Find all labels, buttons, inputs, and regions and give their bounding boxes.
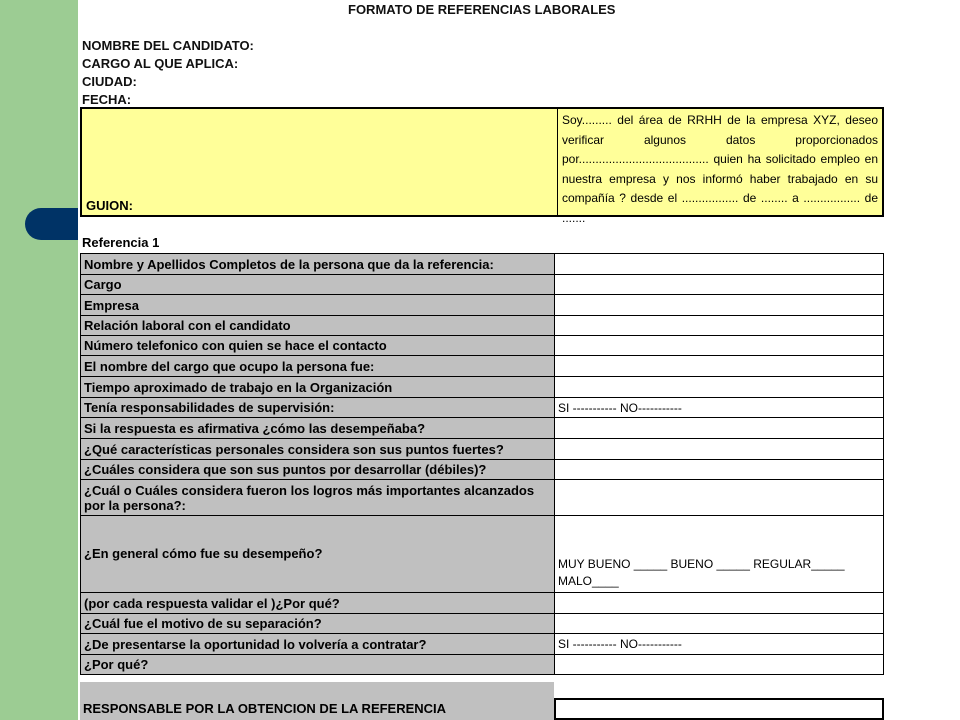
responsible-field[interactable]: [554, 698, 884, 720]
table-row: [81, 439, 884, 460]
question-cell: Empresa: [81, 295, 555, 316]
answer-cell[interactable]: [555, 275, 884, 295]
question-cell: Cargo: [81, 275, 555, 295]
form-title: FORMATO DE REFERENCIAS LABORALES: [348, 2, 616, 17]
answer-cell[interactable]: [555, 295, 884, 316]
answer-cell[interactable]: [555, 593, 884, 614]
table-row: [81, 254, 884, 275]
answer-cell[interactable]: [555, 356, 884, 377]
answer-cell[interactable]: [555, 655, 884, 675]
applied-position-label: CARGO AL QUE APLICA:: [82, 56, 239, 71]
city-label: CIUDAD:: [82, 74, 137, 89]
answer-cell[interactable]: [555, 254, 884, 275]
answer-cell[interactable]: [555, 439, 884, 460]
answer-cell[interactable]: [555, 460, 884, 480]
table-row: [81, 460, 884, 480]
table-row: [81, 655, 884, 675]
script-section: [80, 107, 884, 225]
answer-cell[interactable]: SI ----------- NO-----------: [555, 634, 884, 655]
table-row: [81, 634, 884, 655]
left-decorative-bar: [0, 0, 78, 720]
question-cell: El nombre del cargo que ocupo la persona fue:: [81, 356, 555, 377]
table-row: [81, 593, 884, 614]
question-cell: ¿Cuál o Cuáles considera fueron los logros más importantes alcanzados por la persona?:: [81, 480, 555, 516]
answer-cell[interactable]: [555, 614, 884, 634]
script-label: GUION:: [86, 198, 133, 213]
answer-cell[interactable]: MUY BUENO _____ BUENO _____ REGULAR_____ MALO____: [555, 516, 884, 593]
answer-cell[interactable]: [555, 336, 884, 356]
question-cell: ¿En general cómo fue su desempeño?: [81, 516, 555, 593]
answer-cell[interactable]: SI ----------- NO-----------: [555, 398, 884, 418]
table-row: [81, 516, 884, 593]
question-cell: ¿Cuál fue el motivo de su separación?: [81, 614, 555, 634]
table-row: [81, 398, 884, 418]
reference-1-label: Referencia 1: [82, 235, 160, 250]
table-row: [81, 377, 884, 398]
question-cell: Tiempo aproximado de trabajo en la Organización: [81, 377, 555, 398]
reference-form-sheet: [78, 0, 886, 720]
question-cell: ¿Por qué?: [81, 655, 555, 675]
reference-table: [80, 253, 884, 675]
question-cell: ¿Cuáles considera que son sus puntos por desarrollar (débiles)?: [81, 460, 555, 480]
question-cell: Tenía responsabilidades de supervisión:: [81, 398, 555, 418]
answer-cell[interactable]: [555, 418, 884, 439]
question-cell: ¿Qué características personales considera son sus puntos fuertes?: [81, 439, 555, 460]
table-row: [81, 480, 884, 516]
responsible-label: RESPONSABLE POR LA OBTENCION DE LA REFERENCIA: [80, 682, 554, 720]
answer-cell[interactable]: [555, 316, 884, 336]
candidate-name-label: NOMBRE DEL CANDIDATO:: [82, 38, 254, 53]
question-cell: ¿De presentarse la oportunidad lo volvería a contratar?: [81, 634, 555, 655]
slide-tab-marker: [25, 208, 81, 240]
question-cell: (por cada respuesta validar el )¿Por qué?: [81, 593, 555, 614]
table-row: [81, 336, 884, 356]
table-row: [81, 316, 884, 336]
question-cell: Si la respuesta es afirmativa ¿cómo las desempeñaba?: [81, 418, 555, 439]
table-row: [81, 356, 884, 377]
answer-cell[interactable]: [555, 480, 884, 516]
table-row: [81, 275, 884, 295]
question-cell: Número telefonico con quien se hace el contacto: [81, 336, 555, 356]
table-row: [81, 614, 884, 634]
date-label: FECHA:: [82, 92, 132, 107]
table-row: [81, 418, 884, 439]
question-cell: Nombre y Apellidos Completos de la persona que da la referencia:: [81, 254, 555, 275]
answer-cell[interactable]: [555, 377, 884, 398]
question-cell: Relación laboral con el candidato: [81, 316, 555, 336]
script-text: Soy......... del área de RRHH de la empresa XYZ, deseo verificar algunos datos proporcionados por....................................... quien ha solicitado empleo en nuestra empresa y nos informó haber trabajado en su compañía ? desde el ................. de ........ a ................. de .......: [557, 109, 882, 215]
table-row: [81, 295, 884, 316]
